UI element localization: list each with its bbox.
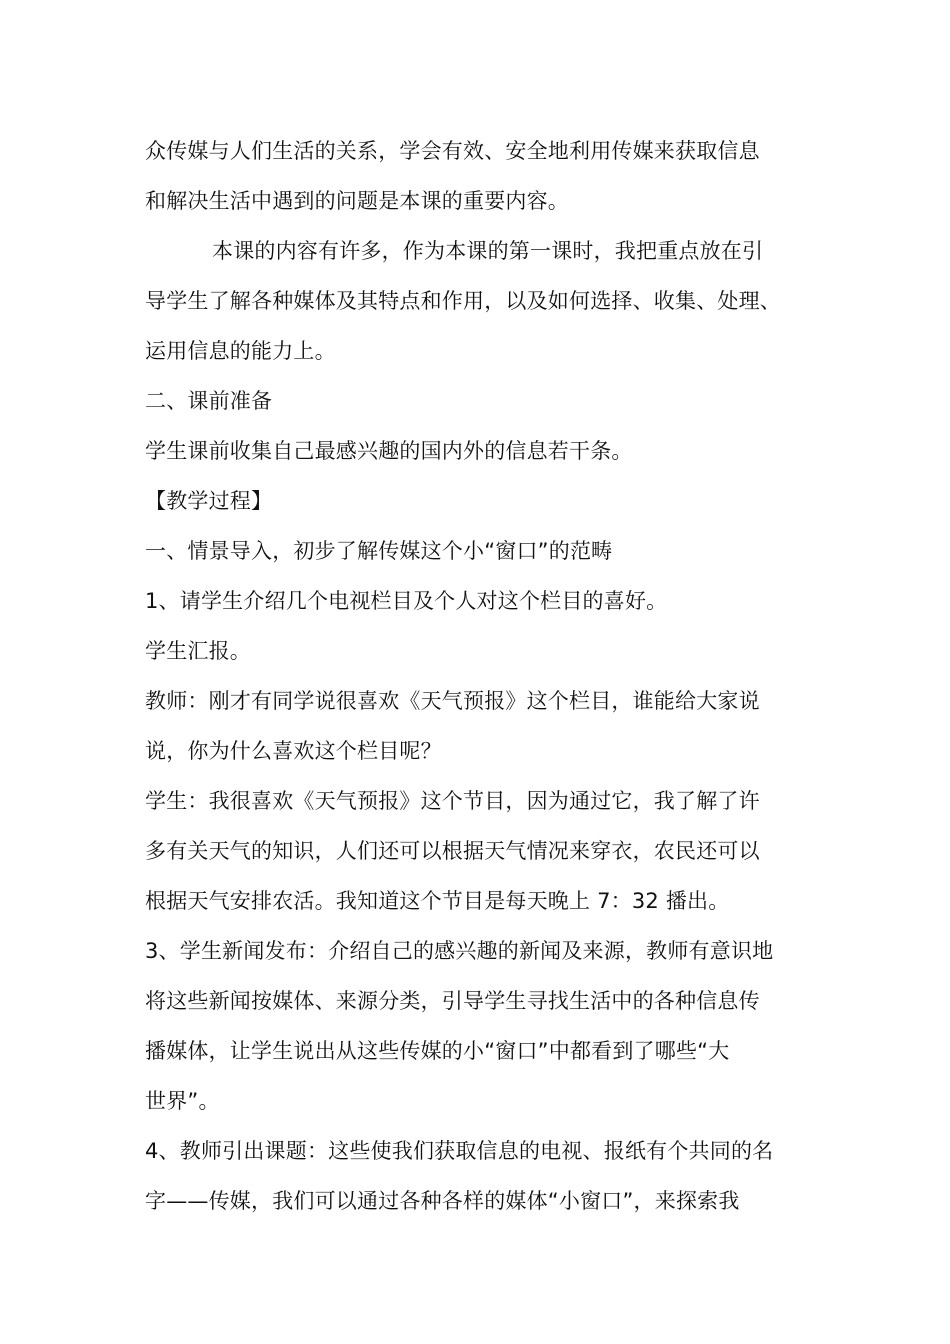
- text-line: 世界”。: [145, 1089, 220, 1113]
- text-line: 和解决生活中遇到的问题是本课的重要内容。: [145, 189, 569, 213]
- text-line: 1、请学生介绍几个电视栏目及个人对这个栏目的喜好。: [145, 589, 668, 613]
- text-line: 说，你为什么喜欢这个栏目呢？: [145, 739, 442, 763]
- text-line: 学生汇报。: [145, 639, 251, 663]
- section-heading: 二、课前准备: [145, 389, 273, 413]
- text-line: 导学生了解各种媒体及其特点和作用，以及如何选择、收集、处理、: [145, 289, 781, 313]
- text-line: 3、学生新闻发布：介绍自己的感兴趣的新闻及来源，教师有意识地: [145, 939, 774, 963]
- text-line: 字——传媒，我们可以通过各种各样的媒体“小窗口”，来探索我: [145, 1189, 740, 1213]
- text-line: 播媒体，让学生说出从这些传媒的小“窗口”中都看到了哪些“大: [145, 1039, 730, 1063]
- text-line: 众传媒与人们生活的关系，学会有效、安全地利用传媒来获取信息: [145, 139, 760, 163]
- text-line: 学生：我很喜欢《天气预报》这个节目，因为通过它，我了解了许: [145, 789, 760, 813]
- text-line: 运用信息的能力上。: [145, 339, 336, 363]
- text-line: 教师：刚才有同学说很喜欢《天气预报》这个栏目，谁能给大家说: [145, 689, 760, 713]
- text-line: 4、教师引出课题：这些使我们获取信息的电视、报纸有个共同的名: [145, 1139, 774, 1163]
- paragraph-indented-line: 本课的内容有许多，作为本课的第一课时，我把重点放在引: [212, 239, 764, 263]
- text-line: 将这些新闻按媒体、来源分类，引导学生寻找生活中的各种信息传: [145, 989, 760, 1013]
- text-line: 学生课前收集自己最感兴趣的国内外的信息若干条。: [145, 439, 633, 463]
- section-heading: 【教学过程】: [145, 489, 273, 513]
- text-line: 根据天气安排农活。我知道这个节目是每天晚上 7：32 播出。: [145, 889, 730, 913]
- section-heading: 一、情景导入，初步了解传媒这个小“窗口”的范畴: [145, 539, 613, 563]
- text-line: 多有关天气的知识，人们还可以根据天气情况来穿衣，农民还可以: [145, 839, 760, 863]
